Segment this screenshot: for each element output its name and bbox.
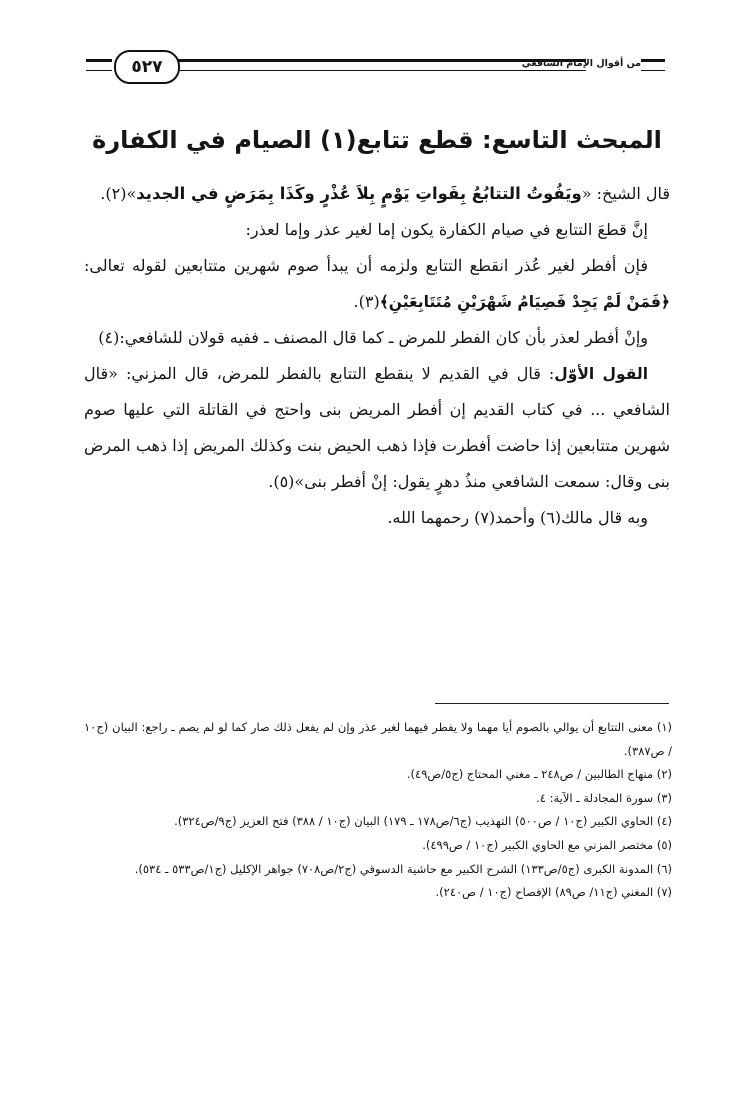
footnote-3: (٣) سورة المجادلة ـ الآية: ٤. — [536, 790, 672, 805]
paragraph-no-excuse — [84, 248, 670, 320]
first-opinion-label: القول الأوّل — [554, 365, 649, 383]
page-number: ٥٢٧ — [114, 50, 180, 84]
paragraph-lead: فإن أفطر لغير عُذر انقطع التتابع ولزمه أن يبدأ صوم شهرين متتابعين لقوله تعالى: — [84, 256, 648, 275]
footnote-separator — [435, 703, 669, 704]
main-text — [84, 118, 670, 536]
running-title: من أقوال الإمام الشافعي — [521, 58, 641, 69]
section-heading: المبحث التاسع: قطع تتابع(١) الصيام في الكفارة — [92, 126, 662, 154]
paragraph-tail: »(٢). — [100, 184, 137, 203]
running-header — [86, 52, 667, 96]
matn-text: ويَفُوتُ التتابُعُ بِفَواتِ يَوْمٍ بِلاَ عُذْرٍ وكَذَا بِمَرَضٍ في الجديد — [136, 184, 582, 203]
paragraph-tail: (٣). — [353, 292, 380, 311]
paragraph-matn-quote — [84, 176, 670, 212]
footnote-7: (٧) المغني (ج١١/ ص٨٩) الإفصاح (ج١٠ / ص٢٤٠). — [435, 885, 672, 900]
paragraph-first-opinion — [84, 356, 670, 500]
header-rule-left — [86, 59, 112, 71]
paragraph-excuse: وإنْ أفطر لعذر بأن كان الفطر للمرض ـ كما قال المصنف ـ ففيه قولان للشافعي:(٤) — [98, 328, 648, 347]
footnote-5: (٥) مختصر المزني مع الحاوي الكبير (ج١٠ / ص٤٩٩). — [422, 837, 672, 852]
paragraph-intro: إنَّ قطعَ التتابع في صيام الكفارة يكون إما لغير عذر وإما لعذر: — [245, 220, 648, 239]
footnote-2: (٢) منهاج الطالبين / ص٢٤٨ ـ مغني المحتاج (ج٥/ص٤٩). — [406, 767, 672, 782]
paragraph-lead: قال الشيخ: « — [581, 184, 670, 203]
footnote-4: (٤) الحاوي الكبير (ج١٠ / ص٥٠٠) التهذيب (ج٦/ص١٧٨ ـ ١٧٩) البيان (ج١٠ / ٣٨٨) فتح العزيز (ج٩/ص٣٢٤). — [174, 814, 672, 829]
paragraph-malik-ahmad: وبه قال مالك(٦) وأحمد(٧) رحمهما الله. — [387, 508, 648, 527]
quran-verse: ﴿فَمَنْ لَمْ يَجِدْ فَصِيَامُ شَهْرَيْنِ مُتَتَابِعَيْنِ﴾ — [379, 293, 670, 311]
footnote-1: (١) معنى التتابع أن يوالي بالصوم أيا مهما ولا يفطر فيهما لغير عذر وإن لم يفعل ذلك صار كما لو لم يصم ـ راجع: البيان (ج١٠ / ص٣٨٧). — [84, 720, 672, 758]
header-rule-right — [641, 59, 665, 71]
footnotes — [84, 716, 672, 905]
footnote-6: (٦) المدونة الكبرى (ج٥/ص١٣٣) الشرح الكبير مع حاشية الدسوقي (ج٢/ص٧٠٨) جواهر الإكليل (ج١/ص٥٣٣ ـ ٥٣٤). — [134, 861, 672, 876]
paragraph-tail: : قال في القديم لا ينقطع التتابع بالفطر للمرض، قال المزني: «قال الشافعي ... في كتاب القديم إن أفطر المريض بنى واحتج في القاتلة التي عليها صوم شهرين متتابعين إذا حاضت أفطرت فإذا ذهب الحيض بنت وكذلك المريض إذا ذهب المرض بنى وقال: سمعت الشافعي منذُ دهرٍ يقول: إنْ أفطر بنى»(٥). — [84, 364, 670, 491]
